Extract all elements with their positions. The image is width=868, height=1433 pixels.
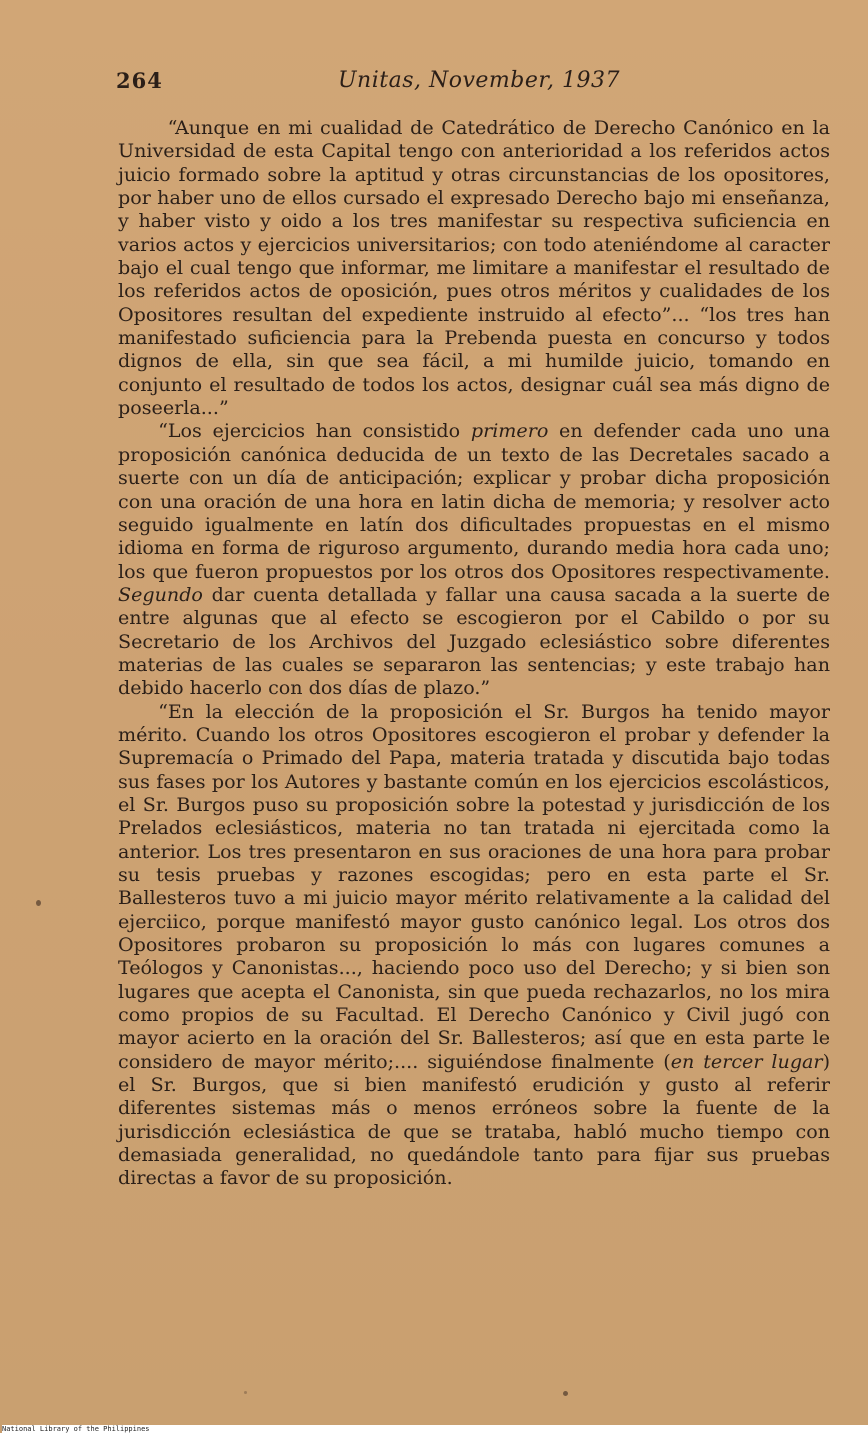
- paper-speck: [36, 900, 41, 906]
- paper-speck: [244, 1391, 247, 1394]
- paragraph-3-text-a: “En la elección de la proposición el Sr. Burgos ha tenido mayor mérito. Cuando los otros Opositores escogieron el probar y defender la Supremacía o Primado del Papa, materia tratada y discutida bajo todas sus fases por los Autores y bastante común en los ejercicios escolásticos, el Sr. Burgos puso su proposición sobre la potestad y jurisdicción de los Prelados eclesiásticos, materia no tan tratada ni ejercitada como la anterior. Los tres presentaron en sus oraciones de una hora para probar su tesis pruebas y razones escogidas; pero en esta parte el Sr. Ballesteros tuvo a mi juicio mayor mérito relativamente a la calidad del ejerciico, porque manifestó mayor gusto canónico legal. Los otros dos Opositores probaron su proposición lo más con lugares comunes a Teólogos y Canonistas..., haciendo poco uso del Derecho; y si bien son lugares que acepta el Canonista, sin que pueda rechazarlos, no los mira como propios de su Facultad. El Derecho Canónico y Civil jugó con mayor acierto en la oración del Sr. Ballesteros; así que en esta parte le considero de mayor mérito;.... siguiéndose finalmente (: [118, 699, 830, 1073]
- paper-speck: [563, 1391, 568, 1396]
- library-credit: National Library of the Philippines: [2, 1425, 868, 1433]
- paragraph-3-emphasis-tercer-lugar: en tercer lugar: [670, 1049, 823, 1073]
- page-header: [116, 68, 818, 102]
- paragraph-2-emphasis-primero: primero: [470, 419, 549, 443]
- paragraph-2-text-b: en defender cada uno una proposición canónica deducida de un texto de las Decretales sacado a suerte con un día de anticipación; explicar y probar dicha proposición con una oración de una hora en latin dicha de memoria; y resolver acto seguido igualmente en latín dos dificultades propuestas en el mismo idioma en forma de riguroso argumento, durando media hora cada uno; los que fueron propuestos por los otros dos Opositores respectivamente.: [118, 419, 830, 583]
- paragraph-2-text-c: dar cuenta detallada y fallar una causa sacada a la suerte de entre algunas que al efecto se escogieron por el Cabildo o por su Secretario de los Archivos del Juzgado eclesiástico sobre diferentes materias de las cuales se separaron las sentencias; y este trabajo han debido hacerlo con dos días de plazo.”: [118, 582, 830, 700]
- paragraph-1-text: “Aunque en mi cualidad de Catedrático de Derecho Canónico en la Universidad de esta Capital tengo con anterioridad a los referidos actos juicio formado sobre la aptitud y otras circunstancias de los opositores, por haber uno de ellos cursado el expresado Derecho bajo mi enseñanza, y haber visto y oido a los tres manifestar su respectiva suficiencia en varios actos y ejercicios universitarios; con todo ateniéndome al caracter bajo el cual tengo que informar, me limitare a manifestar el resultado de los referidos actos de oposición, pues otros méritos y cualidades de los Opositores resultan del expediente instruido al efecto”... “los tres han manifestado suficiencia para la Prebenda puesta en concurso y todos dignos de ella, sin que sea fácil, a mi humilde juicio, tomando en conjunto el resultado de todos los actos, designar cuál sea más digno de poseerla...”: [118, 116, 830, 420]
- paragraph-1: [118, 116, 830, 419]
- paragraph-2: [118, 419, 830, 699]
- running-head: Unitas, November, 1937: [338, 68, 620, 93]
- article-body: [118, 116, 830, 1190]
- paragraph-2-emphasis-segundo: Segundo: [118, 582, 203, 606]
- paragraph-3: [118, 700, 830, 1190]
- page-number: 264: [116, 68, 163, 93]
- paragraph-3-text-b: ) el Sr. Burgos, que si bien manifestó erudición y gusto al referir diferentes sistemas más o menos erróneos sobre la fuente de la jurisdicción eclesiástica de que se trataba, habló mucho tiempo con demasiada generalidad, no quedándole tanto para fijar sus pruebas directas a favor de su proposición.: [118, 1049, 831, 1190]
- paragraph-2-text-a: “Los ejercicios han consistido: [158, 419, 471, 443]
